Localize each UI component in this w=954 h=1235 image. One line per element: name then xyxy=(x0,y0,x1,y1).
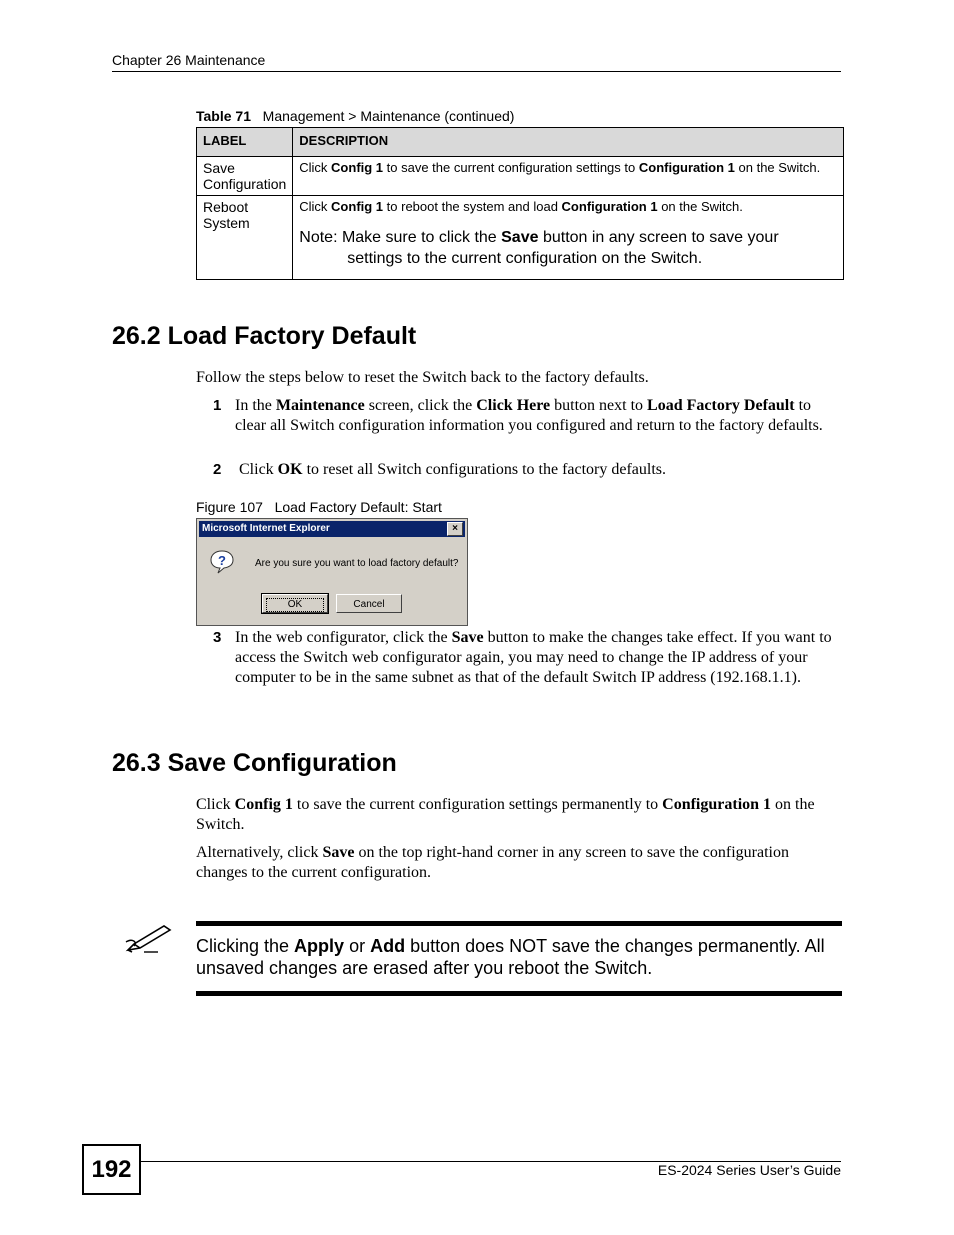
table-row xyxy=(197,196,844,280)
column-header-label: LABEL xyxy=(197,128,293,157)
close-icon[interactable]: × xyxy=(447,522,463,536)
row-label: Save Configuration xyxy=(197,157,293,196)
dialog-title-bar: Microsoft Internet Explorer × xyxy=(199,521,465,537)
note-top-rule xyxy=(196,921,842,926)
paragraph: Alternatively, click Save on the top right-hand corner in any screen to save the configuration changes to the current configuration. xyxy=(196,844,789,881)
step-3: 3 In the web configurator, click the Save button to make the changes take effect. If you want to access the Switch web configurator again, you may need to change the IP address of your computer to be in the same subnet as that of the default Switch IP address (192.168.1.1). xyxy=(213,629,832,686)
paragraph: Click Config 1 to save the current configuration settings permanently to Configuration 1 on the Switch. xyxy=(196,796,815,833)
confirm-dialog xyxy=(196,518,468,626)
table-header-row xyxy=(197,128,844,157)
section-heading-save-configuration: 26.3 Save Configuration xyxy=(112,749,397,777)
table-caption-text: Management > Maintenance (continued) xyxy=(262,108,515,124)
step-2: 2 Click OK to reset all Switch configurations to the factory defaults. xyxy=(213,461,667,478)
dialog-message: Are you sure you want to load factory default? xyxy=(255,558,459,569)
figure-caption xyxy=(196,499,442,515)
pencil-note-icon xyxy=(124,920,176,956)
step-number: 3 xyxy=(213,629,222,646)
table-caption-label: Table 71 xyxy=(196,108,251,124)
maintenance-table xyxy=(196,127,844,280)
intro-paragraph: Follow the steps below to reset the Switch back to the factory defaults. xyxy=(196,369,649,386)
cancel-button[interactable]: Cancel xyxy=(336,594,402,613)
svg-text:?: ? xyxy=(218,553,226,568)
page-number: 192 xyxy=(82,1144,141,1195)
running-header: Chapter 26 Maintenance xyxy=(112,52,266,68)
row-description: Click Config 1 to reboot the system and load Configuration 1 on the Switch. Note: Make sure to click the Save button in any screen to save your settings to the current configuration on the Switch. xyxy=(293,196,844,280)
header-rule xyxy=(112,71,841,72)
step-1: 1 In the Maintenance screen, click the Click Here button next to Load Factory Default to clear all Switch configuration information you configured and return to the factory defaults. xyxy=(213,397,823,434)
figure-text: Load Factory Default: Start xyxy=(274,499,442,515)
question-icon xyxy=(209,549,235,575)
table-row xyxy=(197,157,844,196)
ok-button[interactable]: OK xyxy=(262,594,328,613)
row-description: Click Config 1 to save the current configuration settings to Configuration 1 on the Switch. xyxy=(293,157,844,196)
row-label: Reboot System xyxy=(197,196,293,280)
figure-label: Figure 107 xyxy=(196,499,263,515)
column-header-description: DESCRIPTION xyxy=(293,128,844,157)
section-heading-load-factory-default: 26.2 Load Factory Default xyxy=(112,322,417,350)
table-caption xyxy=(196,108,514,124)
step-number: 2 xyxy=(213,461,222,478)
step-number: 1 xyxy=(213,397,222,414)
note-bottom-rule xyxy=(196,991,842,996)
note-text: Clicking the Apply or Add button does NOT save the changes permanently. All unsaved changes are erased after you reboot the Switch. xyxy=(196,936,825,978)
footer-guide-title: ES-2024 Series User’s Guide xyxy=(657,1162,841,1178)
table-note: Note: Make sure to click the Save button in any screen to save your settings to the current configuration on the Switch. xyxy=(299,229,779,267)
